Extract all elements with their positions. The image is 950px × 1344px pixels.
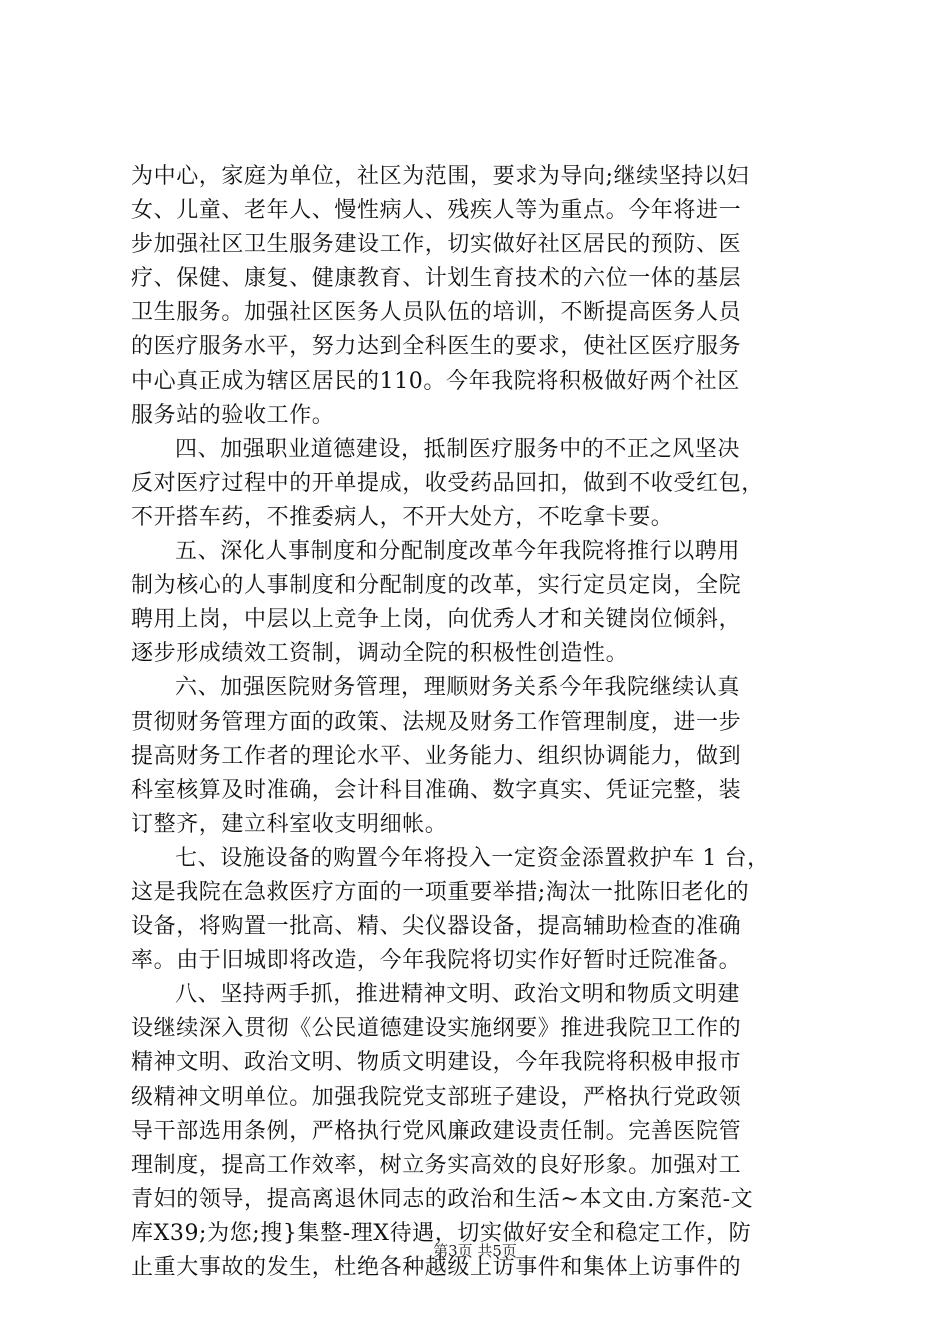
text-line: 反对医疗过程中的开单提成，收受药品回扣，做到不收受红包， — [131, 470, 764, 496]
text-line: 库X39;为您;搜}集整-理X待遇，切实做好安全和稳定工作，防 — [131, 1220, 752, 1246]
paragraph-start-line: 八、坚持两手抓，推进精神文明、政治文明和物质文明建 — [175, 982, 741, 1008]
document-body — [131, 160, 836, 1285]
text-line: 提高财务工作者的理论水平、业务能力、组织协调能力，做到 — [131, 743, 742, 769]
text-line: 设备，将购置一批高、精、尖仪器设备，提高辅助检查的准确 — [131, 914, 742, 940]
text-line: 不开搭车药，不推委病人，不开大处方，不吃拿卡要。 — [131, 504, 674, 530]
paragraph-start-line: 七、设施设备的购置今年将投入一定资金添置救护车 1 台， — [175, 845, 770, 871]
text-line: 导干部选用条例，严格执行党风廉政建设责任制。完善医院管 — [131, 1118, 742, 1144]
text-line: 青妇的领导，提高离退休同志的政治和生活~本文由.方案范-文 — [131, 1186, 754, 1212]
text-line: 女、儿童、老年人、慢性病人、残疾人等为重点。今年将进一 — [131, 198, 742, 224]
text-line: 率。由于旧城即将改造，今年我院将切实作好暂时迁院准备。 — [131, 948, 742, 974]
text-line: 级精神文明单位。加强我院党支部班子建设，严格执行党政领 — [131, 1084, 742, 1110]
page-number-footer: 第3页 共5页 — [433, 1242, 517, 1260]
text-line: 设继续深入贯彻《公民道德建设实施纲要》推进我院卫工作的 — [131, 1016, 742, 1042]
text-line: 贯彻财务管理方面的政策、法规及财务工作管理制度，进一步 — [131, 709, 742, 735]
text-line: 聘用上岗，中层以上竞争上岗，向优秀人才和关键岗位倾斜， — [131, 607, 742, 633]
text-line: 服务站的验收工作。 — [131, 402, 335, 428]
paragraph-start-line: 四、加强职业道德建设，抵制医疗服务中的不正之风坚决 — [175, 436, 741, 462]
text-line: 中心真正成为辖区居民的110。今年我院将积极做好两个社区 — [131, 368, 740, 394]
text-line: 疗、保健、康复、健康教育、计划生育技术的六位一体的基层 — [131, 266, 742, 292]
text-line: 订整齐，建立科室收支明细帐。 — [131, 811, 448, 837]
text-line: 精神文明、政治文明、物质文明建设，今年我院将积极申报市 — [131, 1050, 742, 1076]
text-line: 理制度，提高工作效率，树立务实高效的良好形象。加强对工 — [131, 1152, 742, 1178]
text-line: 科室核算及时准确，会计科目准确、数字真实、凭证完整，装 — [131, 777, 742, 803]
text-line: 为中心，家庭为单位，社区为范围，要求为导向;继续坚持以妇 — [131, 164, 750, 189]
text-line: 逐步形成绩效工资制，调动全院的积极性创造性。 — [131, 641, 629, 667]
text-line: 这是我院在急救医疗方面的一项重要举措;淘汰一批陈旧老化的 — [131, 879, 750, 905]
text-line: 步加强社区卫生服务建设工作，切实做好社区居民的预防、医 — [131, 232, 742, 258]
text-line: 的医疗服务水平，努力达到全科医生的要求，使社区医疗服务 — [131, 334, 742, 360]
text-line: 卫生服务。加强社区医务人员队伍的培训，不断提高医务人员 — [131, 300, 742, 326]
paragraph-start-line: 五、深化人事制度和分配制度改革今年我院将推行以聘用 — [175, 539, 741, 565]
text-line: 止重大事故的发生，杜绝各种越级上访事件和集体上访事件的 — [131, 1255, 742, 1280]
paragraph-start-line: 六、加强医院财务管理，理顺财务关系今年我院继续认真 — [175, 675, 741, 701]
text-line: 制为核心的人事制度和分配制度的改革，实行定员定岗，全院 — [131, 573, 742, 599]
